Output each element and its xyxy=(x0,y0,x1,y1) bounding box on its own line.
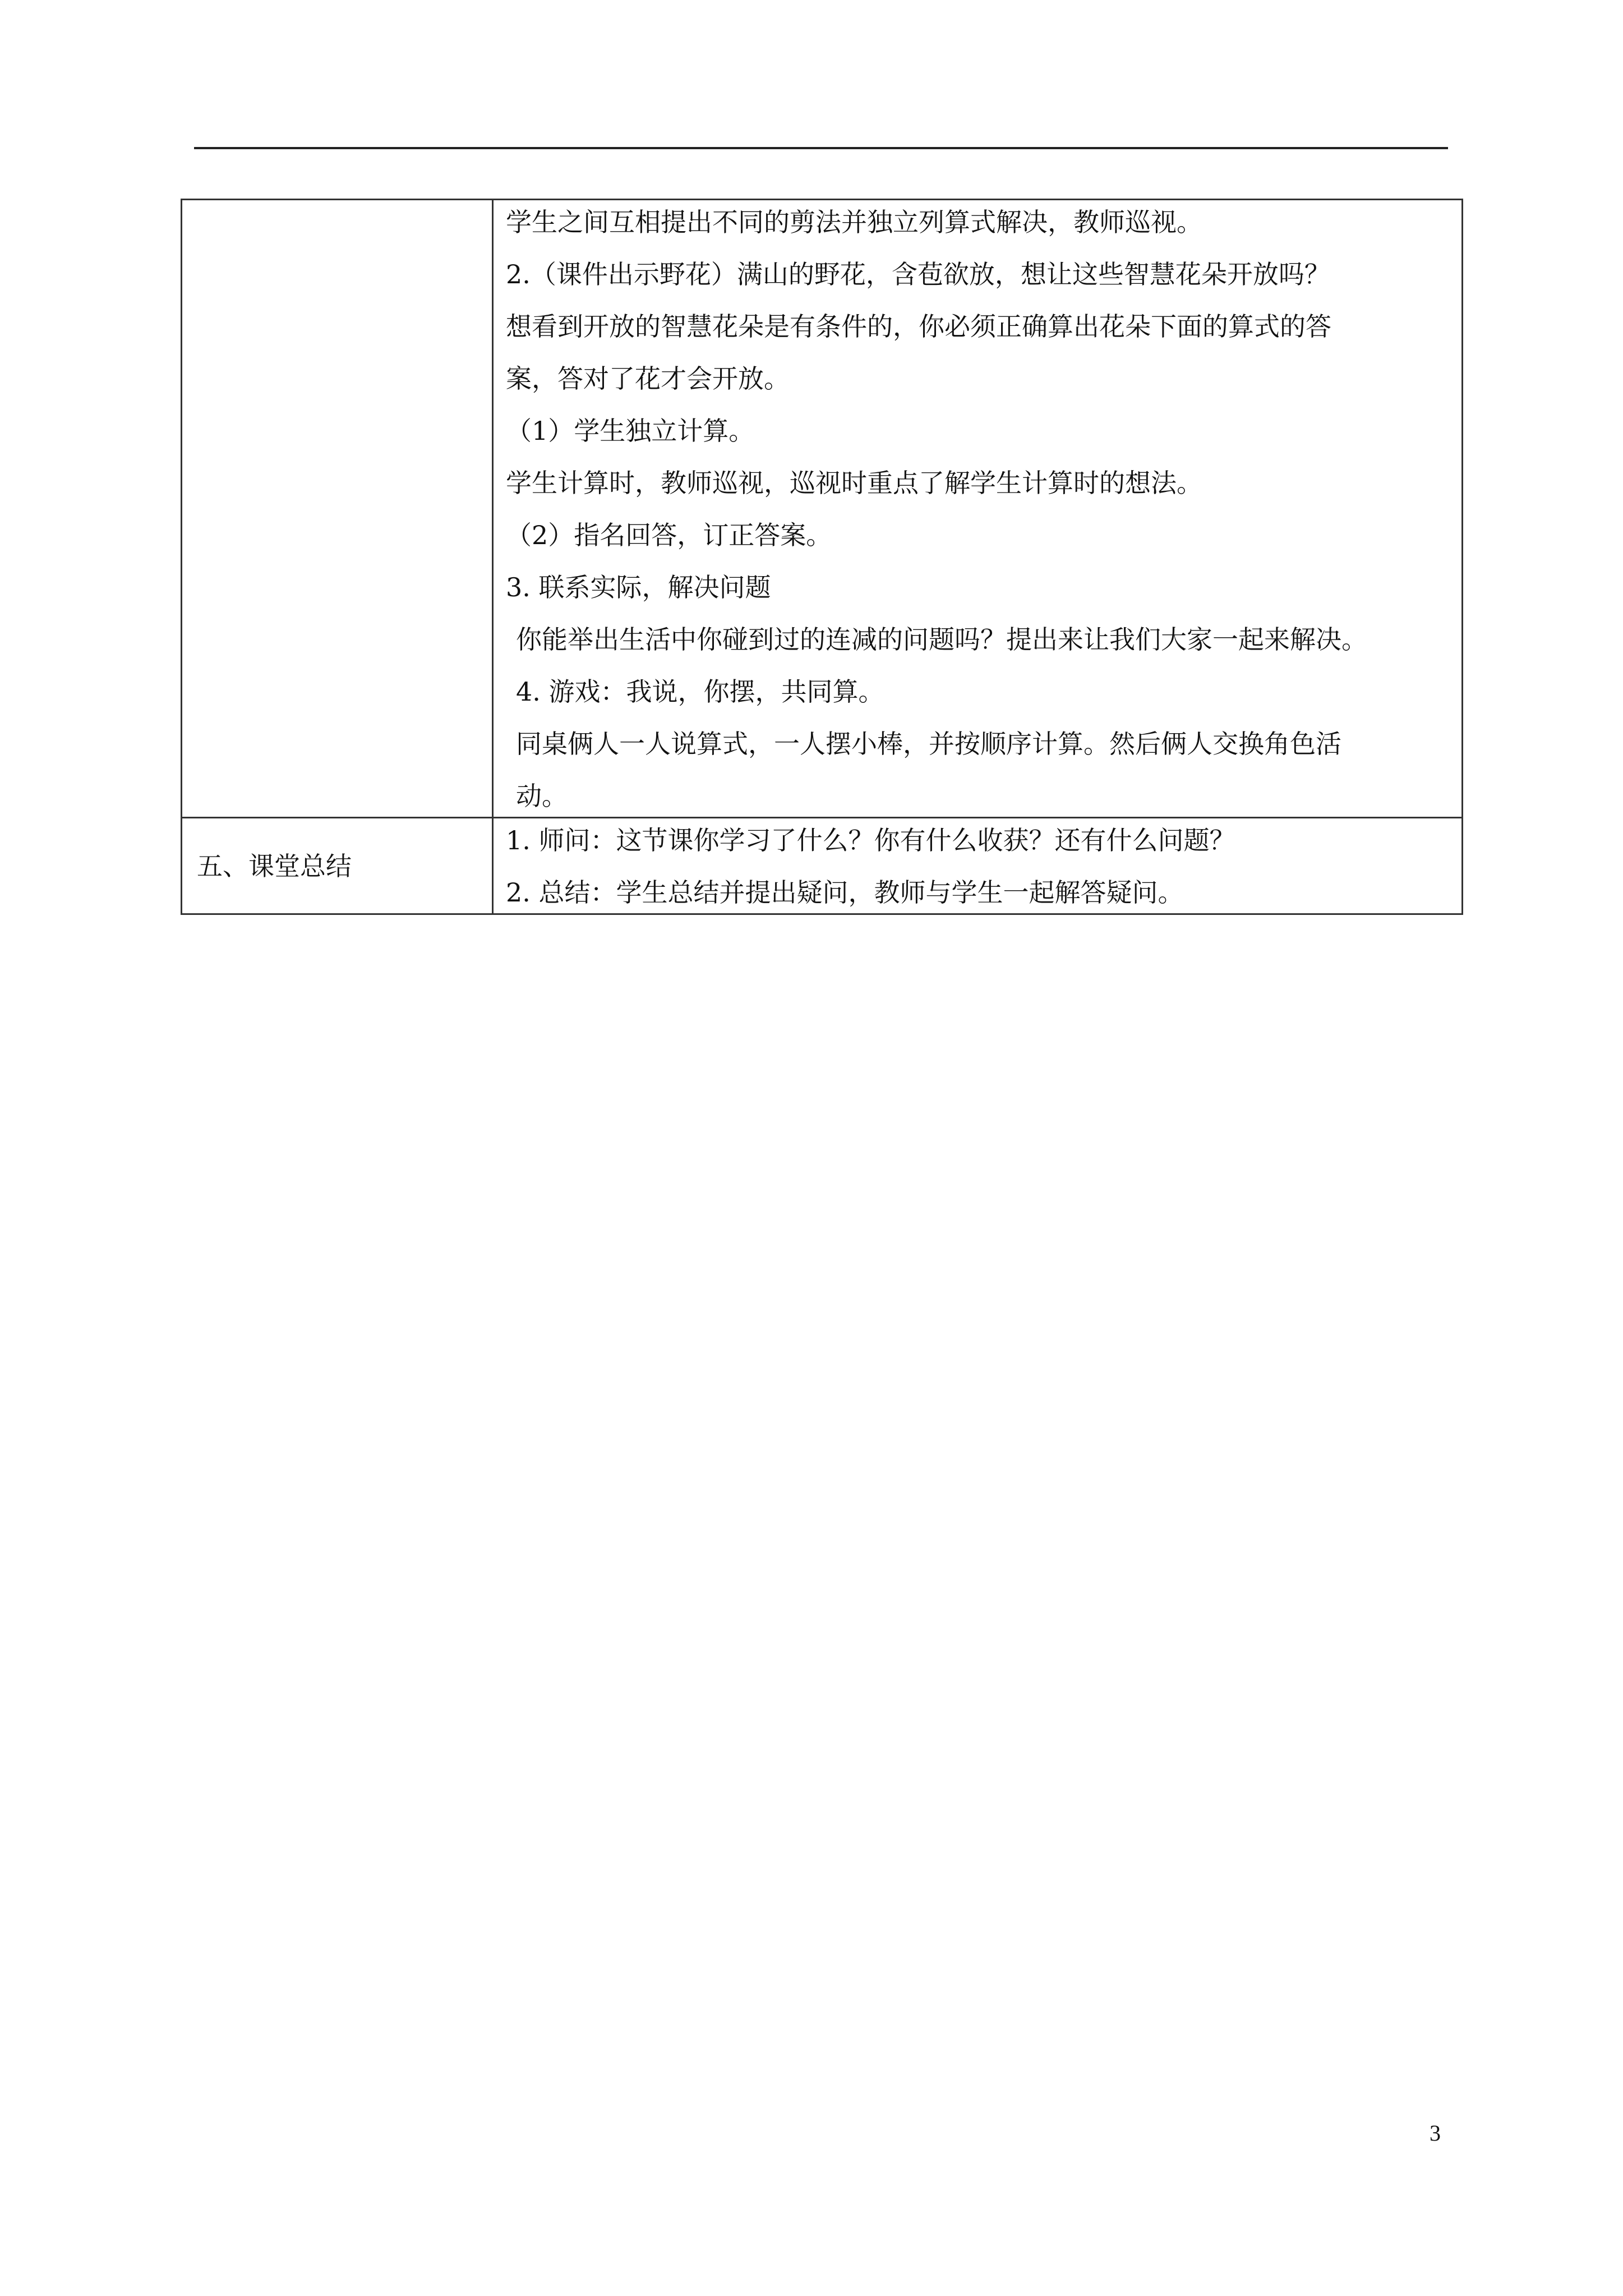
content-line: 想看到开放的智慧花朵是有条件的，你必须正确算出花朵下面的算式的答 xyxy=(506,311,1331,342)
page-number: 3 xyxy=(1430,2120,1441,2146)
table-row-summary xyxy=(182,818,1463,914)
lesson-plan-table xyxy=(181,199,1463,915)
content-cell xyxy=(493,818,1463,914)
table-row-activities-continued xyxy=(182,200,1463,818)
content-cell xyxy=(493,200,1463,818)
stage-cell-empty xyxy=(182,200,493,818)
content-line: 2.（课件出示野花）满山的野花，含苞欲放，想让这些智慧花朵开放吗？ xyxy=(506,259,1330,289)
content-line: 你能举出生活中你碰到过的连减的问题吗？提出来让我们大家一起来解决。 xyxy=(516,624,1367,655)
content-line: 3. 联系实际，解决问题 xyxy=(506,572,771,602)
header-rule xyxy=(194,147,1448,149)
stage-label: 五、课堂总结 xyxy=(197,850,352,881)
stage-cell xyxy=(182,818,493,914)
content-line: 学生计算时，教师巡视，巡视时重点了解学生计算时的想法。 xyxy=(506,468,1202,498)
content-line: （1）学生独立计算。 xyxy=(506,416,755,446)
content-line: 动。 xyxy=(516,781,568,811)
content-line: 案，答对了花才会开放。 xyxy=(506,364,790,394)
content-line: 同桌俩人一人说算式，一人摆小棒，并按顺序计算。然后俩人交换角色活 xyxy=(516,729,1341,759)
content-line: 学生之间互相提出不同的剪法并独立列算式解决，教师巡视。 xyxy=(506,207,1202,237)
content-line: （2）指名回答，订正答案。 xyxy=(506,520,832,550)
content-line: 1. 师问：这节课你学习了什么？你有什么收获？还有什么问题？ xyxy=(506,825,1235,855)
content-line: 2. 总结：学生总结并提出疑问，教师与学生一起解答疑问。 xyxy=(506,877,1184,908)
content-line: 4. 游戏：我说，你摆，共同算。 xyxy=(516,677,884,707)
